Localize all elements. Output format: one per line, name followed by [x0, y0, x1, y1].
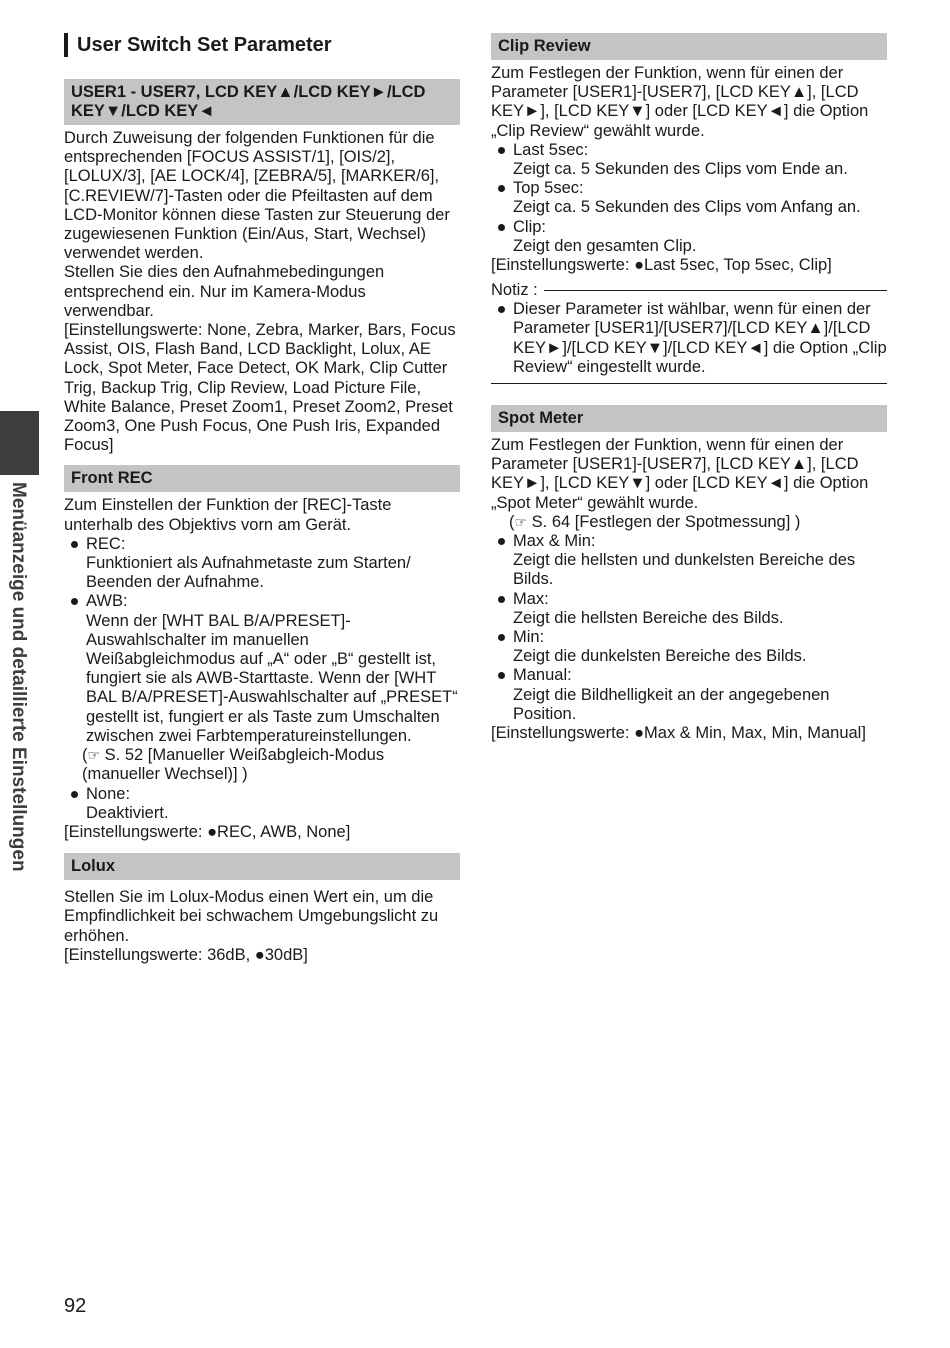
option-description: Zeigt die dunkelsten Bereiche des Bilds.: [513, 647, 807, 666]
lolux-settings: [Einstellungswerte: 36dB, ●30dB]: [64, 945, 308, 964]
front-rec-options: [64, 535, 460, 746]
list-item: [513, 532, 887, 590]
list-item: [513, 590, 887, 628]
clip-review-intro: Zum Festlegen der Funktion, wenn für einen der Parameter [USER1]-[USER7], [LCD KEY▲], [LCD KEY►], [LCD KEY▼] oder [LCD KEY◄] die Option „Clip Review“ gewählt wurde.: [491, 64, 869, 140]
right-column: [491, 33, 887, 743]
option-label: Top 5sec:: [513, 179, 584, 198]
option-label: Max & Min:: [513, 532, 596, 551]
option-label: AWB:: [86, 592, 128, 611]
lolux-heading: Lolux: [64, 853, 460, 880]
clip-review-settings: [Einstellungswerte: ●Last 5sec, Top 5sec, Clip]: [491, 256, 832, 275]
option-description: Zeigt die hellsten Bereiche des Bilds.: [513, 608, 784, 627]
page-title: User Switch Set Parameter: [64, 33, 477, 57]
cross-reference-text: S. 64 [Festlegen der Spotmessung] ): [531, 512, 801, 531]
spot-meter-heading: Spot Meter: [491, 405, 887, 432]
user-keys-intro: Durch Zuweisung der folgenden Funktionen für die entsprechenden [FOCUS ASSIST/1], [OIS/2], [LOLUX/3], [AE LOCK/4], [ZEBRA/5], [MARKER/6], [C.REVIEW/7]-Tasten oder die Pfeiltasten auf dem LCD-Monitor können diese Tasten zur Steuerung der zugewiesenen Funktion (Ein/Aus, Start, Wechsel) verwendet werden.: [64, 129, 450, 263]
chapter-tab: [0, 411, 39, 475]
spot-meter-intro: Zum Festlegen der Funktion, wenn für einen der Parameter [USER1]-[USER7], [LCD KEY▲], [LCD KEY►], [LCD KEY▼] oder [LCD KEY◄] die Option „Spot Meter“ gewählt wurde.: [491, 436, 869, 512]
option-label: None:: [86, 784, 131, 803]
list-item: [513, 179, 887, 217]
option-label: Last 5sec:: [513, 140, 589, 159]
front-rec-intro: Zum Einstellen der Funktion der [REC]-Taste unterhalb des Objektivs vorn am Gerät.: [64, 496, 392, 534]
note-label: Notiz :: [491, 281, 538, 300]
option-label: Manual:: [513, 666, 572, 685]
note-header: [491, 281, 887, 300]
cross-reference-text: S. 52 [Manueller Weißabgleich-Modus (manueller Wechsel)] ): [82, 746, 385, 784]
list-item: [86, 592, 460, 746]
clip-review-heading: Clip Review: [491, 33, 887, 60]
front-rec-options-2: [64, 785, 460, 823]
option-label: Max:: [513, 589, 549, 608]
option-description: Zeigt die Bildhelligkeit an der angegebenen Position.: [513, 685, 830, 723]
note-list: [491, 300, 887, 377]
cross-reference: (☞ S. 52 [Manueller Weißabgleich-Modus (manueller Wechsel)] ): [82, 746, 385, 784]
front-rec-settings: [Einstellungswerte: ●REC, AWB, None]: [64, 822, 351, 841]
spot-meter-options: [491, 532, 887, 724]
user-keys-usage: Stellen Sie dies den Aufnahmebedingungen entsprechend ein. Nur im Kamera-Modus verwendbar.: [64, 263, 385, 320]
note-divider: [544, 290, 887, 291]
list-item: [513, 666, 887, 724]
option-description: Zeigt den gesamten Clip.: [513, 236, 697, 255]
front-rec-heading: Front REC: [64, 465, 460, 492]
note-box: [491, 300, 887, 384]
list-item: [86, 535, 460, 593]
left-column: [64, 79, 460, 965]
list-item: [513, 218, 887, 256]
cross-reference: (☞ S. 64 [Festlegen der Spotmessung] ): [509, 512, 801, 531]
spot-meter-settings: [Einstellungswerte: ●Max & Min, Max, Min, Manual]: [491, 724, 866, 743]
list-item: [513, 628, 887, 666]
lolux-description: Stellen Sie im Lolux-Modus einen Wert ein, um die Empfindlichkeit bei schwachem Umgebungslicht zu erhöhen.: [64, 888, 439, 945]
pointing-hand-icon: ☞: [87, 747, 101, 764]
chapter-label: Menüanzeige und detaillierte Einstellungen: [8, 482, 29, 872]
option-description: Deaktiviert.: [86, 803, 169, 822]
pointing-hand-icon: ☞: [514, 513, 528, 530]
list-item: [86, 785, 460, 823]
list-item: [513, 141, 887, 179]
clip-review-options: [491, 141, 887, 256]
option-description: Funktioniert als Aufnahmetaste zum Starten/ Beenden der Aufnahme.: [86, 554, 411, 592]
option-label: Min:: [513, 628, 545, 647]
user-keys-heading: USER1 - USER7, LCD KEY▲/LCD KEY►/LCD KEY▼/LCD KEY◄: [64, 79, 460, 125]
option-description: Zeigt ca. 5 Sekunden des Clips vom Anfang an.: [513, 198, 861, 217]
page-number: 92: [64, 1295, 87, 1317]
option-description: Zeigt die hellsten und dunkelsten Bereiche des Bilds.: [513, 551, 856, 589]
note-text: Dieser Parameter ist wählbar, wenn für einen der Parameter [USER1]/[USER7]/[LCD KEY▲]/[LCD KEY►]/[LCD KEY▼]/[LCD KEY◄] die Option „Clip Review“ eingestellt wurde.: [513, 300, 887, 376]
option-label: REC:: [86, 534, 126, 553]
option-description: Wenn der [WHT BAL B/A/PRESET]-Auswahlschalter im manuellen Weißabgleichmodus auf „A“ oder „B“ gestellt ist, fungiert sie als AWB-Starttaste. Wenn der [WHT BAL B/A/PRESET]-Auswahlschalter auf „PRESET“ gestellt ist, fungiert er als Taste zum Umschalten zwischen zwei Farbtemperatureinstellungen.: [86, 611, 458, 745]
option-label: Clip:: [513, 217, 547, 236]
option-description: Zeigt ca. 5 Sekunden des Clips vom Ende an.: [513, 160, 848, 179]
user-keys-settings: [Einstellungswerte: None, Zebra, Marker, Bars, Focus Assist, OIS, Flash Band, LCD Backlight, Lolux, AE Lock, Spot Meter, Face Detect, OK Mark, Clip Cutter Trig, Backup Trig, Clip Review, Load Picture File, White Balance, Preset Zoom1, Preset Zoom2, Preset Zoom3, One Push Focus, One Push Iris, Expanded Focus]: [64, 321, 456, 455]
